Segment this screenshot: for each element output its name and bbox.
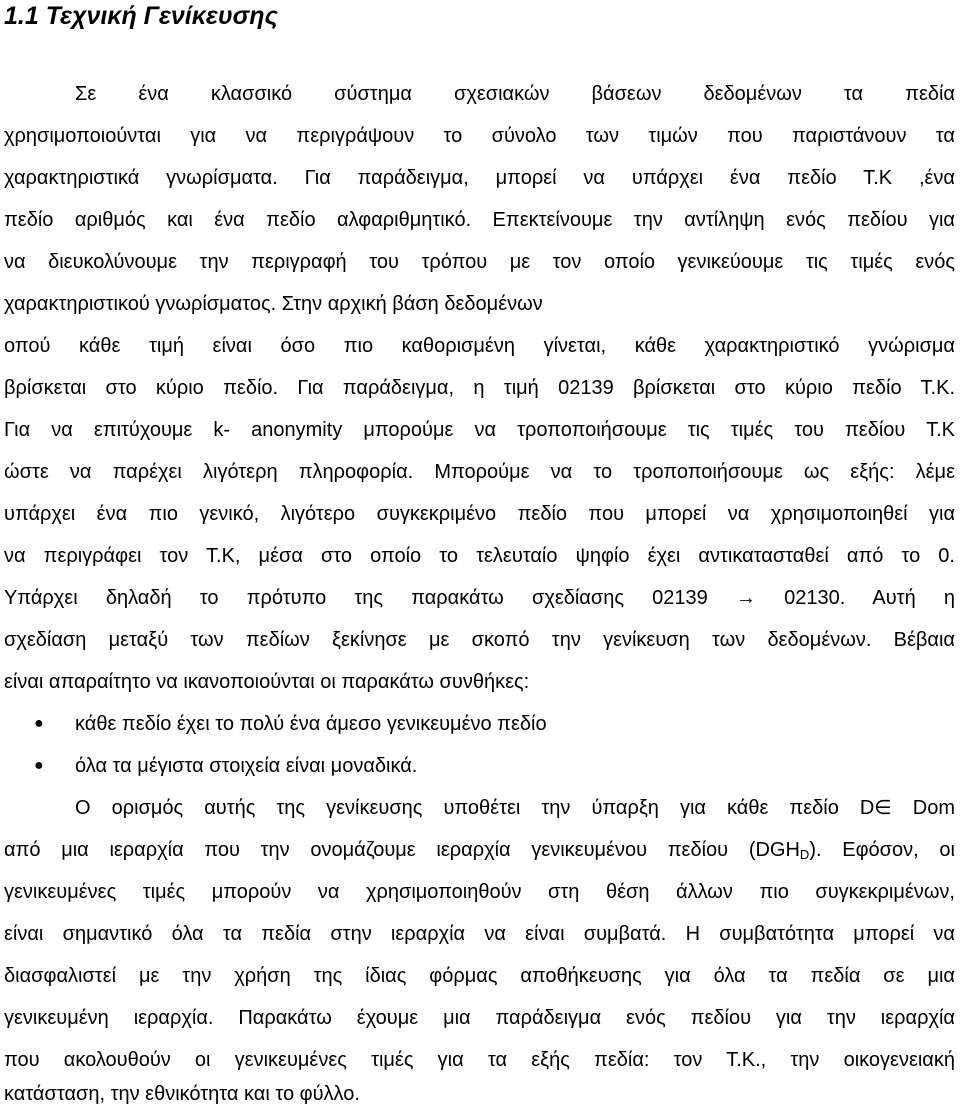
bullet-icon: ● (34, 715, 44, 732)
paragraph-line: βρίσκεται στο κύριο πεδίο. Για παράδειγμα, η τιμή 02139 βρίσκεται στο κύριο πεδίο Τ.Κ. (4, 377, 955, 399)
bullet-icon: ● (34, 757, 44, 774)
subscript: D (799, 847, 810, 862)
text-segment: από μια ιεραρχία που την ονομάζουμε ιεραρχία γενικευμένου πεδίου (DGH (4, 839, 800, 861)
paragraph-line: είναι απαραίτητο να ικανοποιούνται οι παρακάτω συνθήκες: (4, 671, 530, 693)
paragraph-line: ώστε να παρέχει λιγότερη πληροφορία. Μπορούμε να το τροποποιήσουμε ως εξής: λέμε (4, 461, 955, 483)
paragraph-line: γενικευμένες τιμές μπορούν να χρησιμοποιηθούν στη θέση άλλων πιο συγκεκριμένων, (4, 881, 955, 903)
bullet-item: όλα τα μέγιστα στοιχεία είναι μοναδικά. (75, 755, 418, 777)
paragraph-line: σχεδίαση μεταξύ των πεδίων ξεκίνησε με σκοπό την γενίκευση των δεδομένων. Βέβαια (4, 629, 955, 651)
paragraph-line: κατάσταση, την εθνικότητα και το φύλλο. (4, 1083, 360, 1105)
paragraph-line: που ακολουθούν οι γενικευμένες τιμές για τα εξής πεδία: τον Τ.Κ., την οικογενειακή (4, 1049, 955, 1071)
text-segment: ). Εφόσον, οι (809, 839, 955, 861)
paragraph-line: υπάρχει ένα πιο γενικό, λιγότερο συγκεκριμένο πεδίο που μπορεί να χρησιμοποιηθεί για (4, 503, 955, 525)
paragraph-line: χαρακτηριστικά γνωρίσματα. Για παράδειγμα, μπορεί να υπάρχει ένα πεδίο Τ.Κ ,ένα (4, 167, 955, 189)
paragraph-line: διασφαλιστεί με την χρήση της ίδιας φόρμας αποθήκευσης για όλα τα πεδία σε μια (4, 965, 955, 987)
section-heading: 1.1 Τεχνική Γενίκευσης (4, 2, 278, 30)
paragraph-line: χρησιμοποιούνται για να περιγράψουν το σύνολο των τιμών που παριστάνουν τα (4, 125, 955, 147)
paragraph-line: Για να επιτύχουμε k- anonymity μπορούμε να τροποποιήσουμε τις τιμές του πεδίου Τ.Κ (4, 419, 955, 441)
paragraph-line: χαρακτηριστικού γνωρίσματος. Στην αρχική βάση δεδομένων (4, 293, 543, 315)
paragraph-line: να περιγράφει τον Τ.Κ, μέσα στο οποίο το τελευταίο ψηφίο έχει αντικατασταθεί από το 0. (4, 545, 955, 567)
paragraph-line: Υπάρχει δηλαδή το πρότυπο της παρακάτω σχεδίασης 02139 → 02130. Αυτή η (4, 587, 955, 609)
paragraph-line: να διευκολύνουμε την περιγραφή του τρόπου με τον οποίο γενικεύουμε τις τιμές ενός (4, 251, 955, 273)
paragraph-line: Σε ένα κλασσικό σύστημα σχεσιακών βάσεων δεδομένων τα πεδία (75, 83, 955, 105)
paragraph-line-with-subscript (4, 837, 955, 863)
paragraph-line: πεδίο αριθμός και ένα πεδίο αλφαριθμητικό. Επεκτείνουμε την αντίληψη ενός πεδίου για (4, 209, 955, 231)
paragraph-line: οπού κάθε τιμή είναι όσο πιο καθορισμένη γίνεται, κάθε χαρακτηριστικό γνώρισμα (4, 335, 955, 357)
paragraph-line: γενικευμένη ιεραρχία. Παρακάτω έχουμε μια παράδειγμα ενός πεδίου για την ιεραρχία (4, 1007, 955, 1029)
paragraph-line: Ο ορισμός αυτής της γενίκευσης υποθέτει την ύπαρξη για κάθε πεδίο D∈ Dom (75, 797, 955, 819)
bullet-item: κάθε πεδίο έχει το πολύ ένα άμεσο γενικευμένο πεδίο (75, 713, 547, 735)
paragraph-line: είναι σημαντικό όλα τα πεδία στην ιεραρχία να είναι συμβατά. Η συμβατότητα μπορεί να (4, 923, 955, 945)
